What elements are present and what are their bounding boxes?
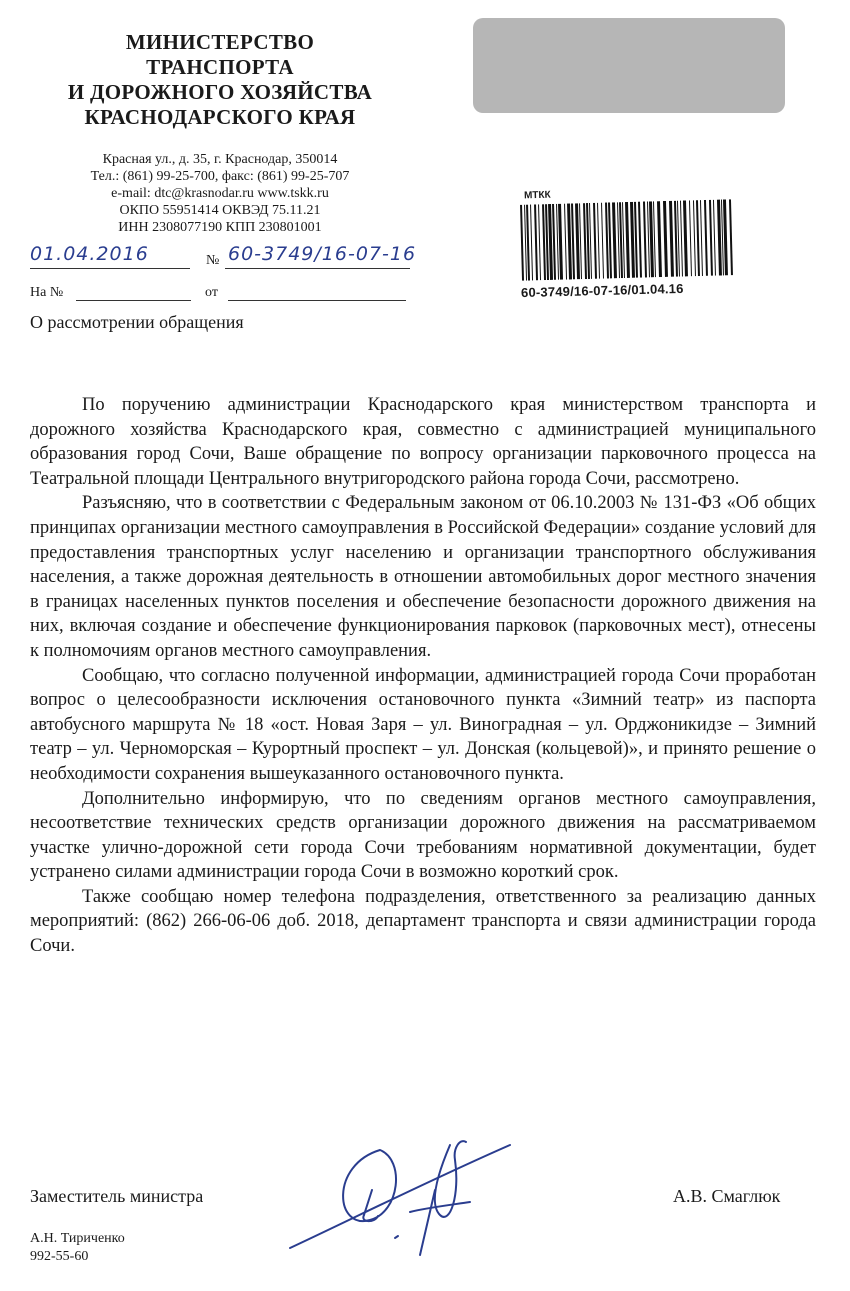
signer-position: Заместитель министра: [30, 1186, 204, 1206]
executor-phone: 992-55-60: [30, 1249, 89, 1264]
number-underline: [225, 268, 410, 269]
handwritten-number: 60-3749/16-07-16: [228, 243, 417, 265]
reference-label: На №: [30, 285, 64, 300]
letter-body: [30, 393, 816, 959]
ministry-name: [30, 30, 410, 130]
body-paragraph: Также сообщаю номер телефона подразделения, ответственного за реализацию данных мероприятий: (862) 266-06-06 доб. 2018, департамент транспорта и связи администрации города Сочи.: [30, 886, 816, 957]
number-label: №: [206, 253, 220, 268]
from-label: от: [205, 285, 218, 300]
phone-fax: Тел.: (861) 99-25-700, факс: (861) 99-25-707: [90, 169, 350, 184]
letter-subject: О рассмотрении обращения: [30, 312, 244, 332]
stamp-org: МТКК: [523, 189, 551, 202]
barcode-image: [518, 199, 735, 281]
address: Красная ул., д. 35, г. Краснодар, 350014: [102, 152, 338, 167]
barcode: [518, 199, 735, 281]
redacted-block: [473, 18, 785, 113]
ministry-line: ТРАНСПОРТА: [146, 55, 294, 79]
signer-name: А.В. Смаглюк: [673, 1186, 781, 1206]
body-paragraph: Разъясняю, что в соответствии с Федеральным законом от 06.10.2003 № 131-ФЗ «Об общих принципах организации местного самоуправления в Российской Федерации» создание условий для предоставления транспортных услуг населению и организации транспортного обслуживания населения, а также дорожная деятельность в отношении автомобильных дорог местного значения в границах населенных пунктов поселения и обеспечение безопасности дорожного движения на них, включая создание и обеспечение функционирования парковок (парковочных мест), отнесены к полномочиям органов местного самоуправления.: [30, 493, 816, 661]
body-paragraph: Дополнительно информирую, что по сведениям органов местного самоуправления, несоответствие технических средств организации дорожного движения на рассматриваемом участке улично-дорожной сети города Сочи требованиям нормативной документации, будет устранено силами администрации города Сочи в возможно короткий срок.: [30, 788, 816, 883]
ministry-contacts: [40, 151, 400, 236]
executor-info: [30, 1230, 125, 1266]
body-paragraph: Сообщаю, что согласно полученной информации, администрацией города Сочи проработан вопрос о целесообразности исключения остановочного пункта «Зимний театр» из паспорта автобусного маршрута № 18 «ост. Новая Заря – ул. Виноградная – ул. Орджоникидзе – Зимний театр – ул. Черноморская – Курортный проспект – ул. Донская (кольцевой)», и принято решение о необходимости сохранения вышеуказанного остановочного пункта.: [30, 665, 816, 784]
handwritten-date: 01.04.2016: [30, 243, 149, 265]
email-web: e-mail: dtc@krasnodar.ru www.tskk.ru: [111, 186, 329, 201]
reference-underline: [76, 300, 191, 301]
okpo-okved: ОКПО 55951414 ОКВЭД 75.11.21: [119, 203, 321, 218]
date-underline: [30, 268, 190, 269]
handwritten-signature: [260, 1120, 560, 1260]
from-underline: [228, 300, 406, 301]
body-paragraph: По поручению администрации Краснодарского края министерством транспорта и дорожного хозяйства Краснодарского края, совместно с администрацией муниципального образования город Сочи, Ваше обращение по вопросу организации парковочного процесса на Театральной площади Центрального внутригородского района города Сочи, рассмотрено.: [30, 395, 816, 489]
ministry-line: МИНИСТЕРСТВО: [125, 30, 315, 54]
barcode-number: 60-3749/16-07-16/01.04.16: [520, 280, 684, 301]
executor-name: А.Н. Тириченко: [30, 1231, 125, 1246]
ministry-line: И ДОРОЖНОГО ХОЗЯЙСТВА: [67, 80, 373, 104]
inn-kpp: ИНН 2308077190 КПП 230801001: [118, 220, 322, 235]
ministry-line: КРАСНОДАРСКОГО КРАЯ: [84, 105, 356, 129]
